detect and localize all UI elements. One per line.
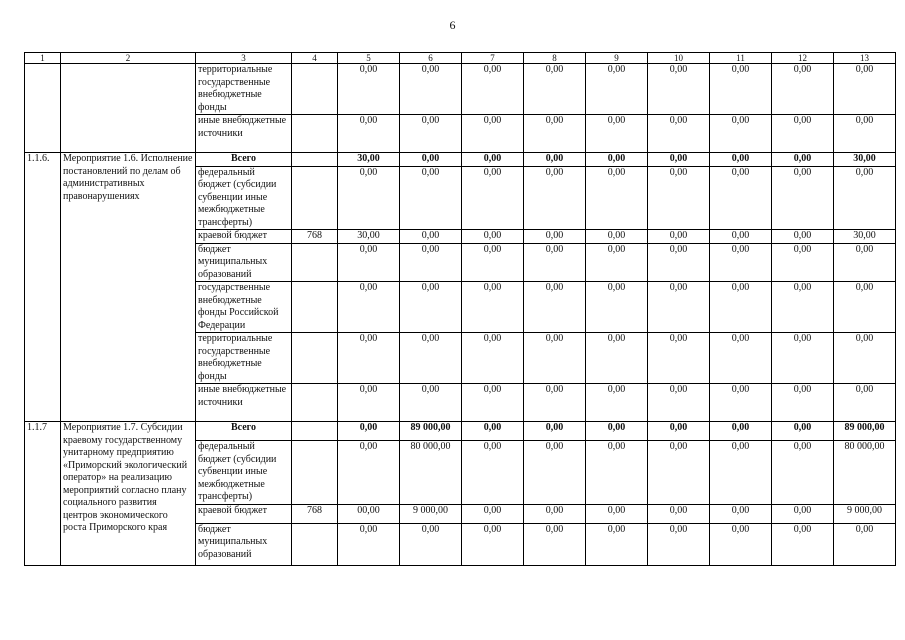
budget-code: [292, 115, 338, 153]
column-number: 5: [338, 53, 400, 64]
amount-cell: 0,00: [462, 523, 524, 565]
amount-cell: 0,00: [586, 115, 648, 153]
table-row: [25, 153, 896, 167]
amount-cell: 0,00: [834, 115, 896, 153]
amount-cell: 0,00: [772, 243, 834, 282]
column-number-row: [25, 53, 896, 64]
amount-cell: 89 000,00: [400, 422, 462, 441]
amount-cell: 0,00: [710, 153, 772, 167]
amount-cell: 80 000,00: [400, 441, 462, 505]
funding-source: краевой бюджет: [196, 504, 292, 523]
amount-cell: 0,00: [648, 422, 710, 441]
amount-cell: 30,00: [338, 230, 400, 244]
amount-cell: 00,00: [338, 504, 400, 523]
amount-cell: 0,00: [524, 422, 586, 441]
funding-source: территориальные государственные внебюджетные фонды: [196, 333, 292, 384]
amount-cell: 0,00: [710, 230, 772, 244]
measure-name: Мероприятие 1.6. Исполнение постановлений по делам об административных правонарушениях: [61, 153, 196, 422]
amount-cell: 0,00: [648, 243, 710, 282]
amount-cell: 0,00: [400, 166, 462, 230]
amount-cell: 0,00: [586, 504, 648, 523]
amount-cell: 0,00: [462, 243, 524, 282]
amount-cell: 0,00: [648, 166, 710, 230]
funding-source: иные внебюджетные источники: [196, 384, 292, 422]
amount-cell: 0,00: [462, 166, 524, 230]
funding-source: федеральный бюджет (субсидии субвенции иные межбюджетные трансферты): [196, 441, 292, 505]
column-number: 11: [710, 53, 772, 64]
amount-cell: 0,00: [400, 230, 462, 244]
column-number: 9: [586, 53, 648, 64]
amount-cell: 0,00: [648, 115, 710, 153]
funding-source: Всего: [196, 422, 292, 441]
funding-source: бюджет муниципальных образований: [196, 523, 292, 565]
amount-cell: 0,00: [648, 282, 710, 333]
column-number: 13: [834, 53, 896, 64]
amount-cell: 0,00: [338, 422, 400, 441]
amount-cell: 0,00: [586, 243, 648, 282]
budget-code: [292, 243, 338, 282]
amount-cell: 0,00: [586, 523, 648, 565]
amount-cell: 0,00: [462, 422, 524, 441]
amount-cell: 0,00: [462, 333, 524, 384]
column-number: 6: [400, 53, 462, 64]
budget-code: [292, 441, 338, 505]
amount-cell: 0,00: [834, 282, 896, 333]
amount-cell: 0,00: [772, 282, 834, 333]
measure-name: Мероприятие 1.7. Субсидии краевому государственному унитарному предприятию «Приморский экологический оператор» на реализацию мероприятий согласно плану социального развития центров экономического роста Приморского края: [61, 422, 196, 566]
amount-cell: 0,00: [400, 333, 462, 384]
amount-cell: 0,00: [648, 384, 710, 422]
amount-cell: 0,00: [462, 115, 524, 153]
table-row: [25, 422, 896, 441]
measure-code: 1.1.6.: [25, 153, 61, 422]
amount-cell: 0,00: [710, 384, 772, 422]
amount-cell: 0,00: [400, 153, 462, 167]
amount-cell: 0,00: [648, 230, 710, 244]
amount-cell: 0,00: [772, 441, 834, 505]
budget-code: [292, 422, 338, 441]
amount-cell: 0,00: [524, 243, 586, 282]
amount-cell: 0,00: [772, 153, 834, 167]
amount-cell: 0,00: [834, 166, 896, 230]
amount-cell: 0,00: [462, 504, 524, 523]
amount-cell: 0,00: [338, 441, 400, 505]
budget-code: [292, 333, 338, 384]
amount-cell: 0,00: [772, 504, 834, 523]
amount-cell: 0,00: [586, 441, 648, 505]
amount-cell: 0,00: [338, 384, 400, 422]
measure-code: 1.1.7: [25, 422, 61, 566]
amount-cell: 0,00: [400, 384, 462, 422]
budget-code: [292, 166, 338, 230]
amount-cell: 0,00: [586, 64, 648, 115]
amount-cell: 0,00: [586, 282, 648, 333]
amount-cell: 0,00: [524, 504, 586, 523]
amount-cell: 30,00: [834, 230, 896, 244]
amount-cell: 0,00: [710, 166, 772, 230]
amount-cell: 0,00: [834, 64, 896, 115]
amount-cell: 0,00: [524, 166, 586, 230]
funding-source: иные внебюджетные источники: [196, 115, 292, 153]
column-number: 4: [292, 53, 338, 64]
amount-cell: 0,00: [834, 333, 896, 384]
amount-cell: 0,00: [338, 333, 400, 384]
amount-cell: 0,00: [338, 243, 400, 282]
amount-cell: 0,00: [462, 441, 524, 505]
amount-cell: 0,00: [462, 64, 524, 115]
amount-cell: 0,00: [524, 230, 586, 244]
funding-source: Всего: [196, 153, 292, 167]
table-body: [25, 64, 896, 566]
amount-cell: 0,00: [462, 384, 524, 422]
amount-cell: 0,00: [834, 384, 896, 422]
amount-cell: 0,00: [710, 523, 772, 565]
funding-source: федеральный бюджет (субсидии субвенции иные межбюджетные трансферты): [196, 166, 292, 230]
column-number: 7: [462, 53, 524, 64]
amount-cell: 0,00: [524, 115, 586, 153]
amount-cell: 0,00: [400, 115, 462, 153]
amount-cell: 0,00: [338, 166, 400, 230]
amount-cell: 0,00: [524, 282, 586, 333]
amount-cell: 0,00: [648, 333, 710, 384]
amount-cell: 0,00: [772, 333, 834, 384]
amount-cell: 0,00: [400, 282, 462, 333]
amount-cell: 0,00: [772, 384, 834, 422]
amount-cell: 0,00: [710, 64, 772, 115]
amount-cell: 0,00: [648, 441, 710, 505]
amount-cell: 0,00: [586, 333, 648, 384]
budget-code: [292, 384, 338, 422]
amount-cell: 0,00: [772, 166, 834, 230]
amount-cell: 0,00: [586, 422, 648, 441]
amount-cell: 0,00: [524, 384, 586, 422]
amount-cell: 0,00: [400, 523, 462, 565]
amount-cell: 0,00: [710, 282, 772, 333]
budget-table: [24, 52, 896, 566]
column-number: 12: [772, 53, 834, 64]
amount-cell: 0,00: [710, 422, 772, 441]
amount-cell: 0,00: [462, 153, 524, 167]
amount-cell: 30,00: [834, 153, 896, 167]
budget-code: [292, 153, 338, 167]
amount-cell: 0,00: [710, 504, 772, 523]
amount-cell: 89 000,00: [834, 422, 896, 441]
budget-code: [292, 523, 338, 565]
amount-cell: 0,00: [648, 504, 710, 523]
amount-cell: 0,00: [338, 523, 400, 565]
amount-cell: 0,00: [834, 523, 896, 565]
amount-cell: 0,00: [772, 523, 834, 565]
amount-cell: 0,00: [772, 422, 834, 441]
amount-cell: 0,00: [710, 333, 772, 384]
column-number: 2: [61, 53, 196, 64]
funding-source: государственные внебюджетные фонды Российской Федерации: [196, 282, 292, 333]
funding-source: территориальные государственные внебюджетные фонды: [196, 64, 292, 115]
amount-cell: 0,00: [710, 115, 772, 153]
amount-cell: 0,00: [772, 64, 834, 115]
amount-cell: 0,00: [586, 230, 648, 244]
page-number: 6: [449, 18, 456, 32]
amount-cell: 0,00: [462, 230, 524, 244]
amount-cell: 0,00: [338, 64, 400, 115]
column-number: 10: [648, 53, 710, 64]
column-number: 3: [196, 53, 292, 64]
amount-cell: 0,00: [524, 153, 586, 167]
amount-cell: 0,00: [586, 384, 648, 422]
amount-cell: 0,00: [400, 64, 462, 115]
amount-cell: 0,00: [586, 166, 648, 230]
budget-code: [292, 64, 338, 115]
amount-cell: 30,00: [338, 153, 400, 167]
amount-cell: 0,00: [772, 230, 834, 244]
amount-cell: 0,00: [648, 64, 710, 115]
measure-code: [25, 64, 61, 153]
amount-cell: 9 000,00: [834, 504, 896, 523]
measure-name: [61, 64, 196, 153]
table-row: [25, 64, 896, 115]
amount-cell: 0,00: [710, 441, 772, 505]
column-number: 1: [25, 53, 61, 64]
amount-cell: 0,00: [524, 523, 586, 565]
amount-cell: 0,00: [400, 243, 462, 282]
column-number: 8: [524, 53, 586, 64]
amount-cell: 9 000,00: [400, 504, 462, 523]
amount-cell: 0,00: [338, 282, 400, 333]
funding-source: краевой бюджет: [196, 230, 292, 244]
amount-cell: 0,00: [648, 523, 710, 565]
amount-cell: 0,00: [710, 243, 772, 282]
amount-cell: 0,00: [772, 115, 834, 153]
amount-cell: 0,00: [648, 153, 710, 167]
amount-cell: 0,00: [524, 64, 586, 115]
amount-cell: 0,00: [462, 282, 524, 333]
amount-cell: 80 000,00: [834, 441, 896, 505]
amount-cell: 0,00: [524, 441, 586, 505]
budget-code: [292, 282, 338, 333]
funding-source: бюджет муниципальных образований: [196, 243, 292, 282]
amount-cell: 0,00: [338, 115, 400, 153]
amount-cell: 0,00: [586, 153, 648, 167]
budget-code: 768: [292, 230, 338, 244]
amount-cell: 0,00: [524, 333, 586, 384]
budget-code: 768: [292, 504, 338, 523]
amount-cell: 0,00: [834, 243, 896, 282]
